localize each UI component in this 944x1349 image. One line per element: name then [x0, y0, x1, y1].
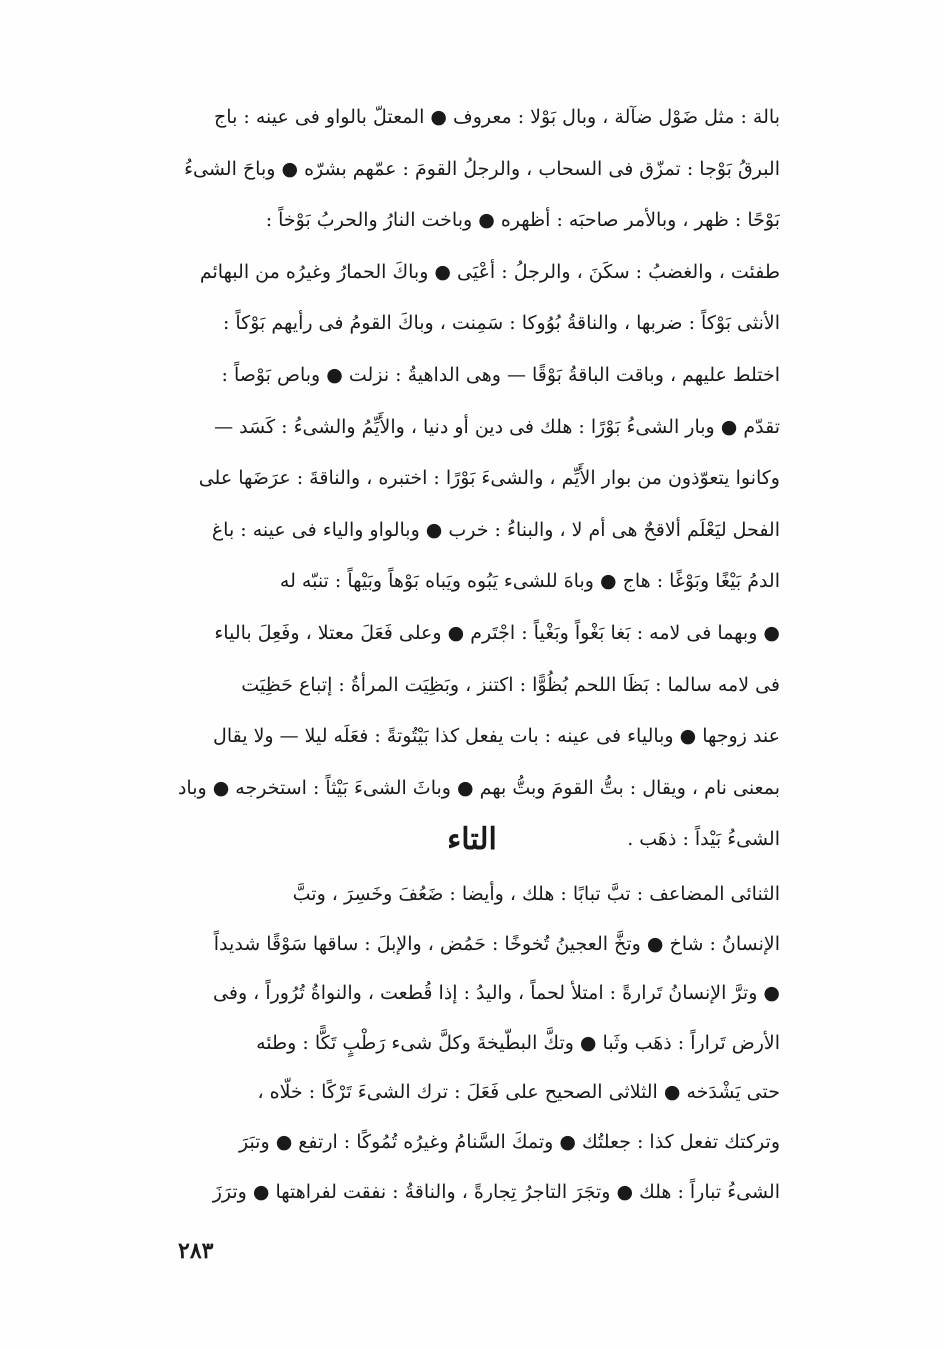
text-line: تقدّم ● وبار الشىءُ بَوْرًا : هلك فى دين أو دنيا ، والأَيِّمُ والشىءُ : كَسَد —: [214, 415, 780, 438]
text-line: وكانوا يتعوّذون من بوار الأَيِّم ، والشىءَ بَوْرًا : اختبره ، والناقةَ : عرَضَها على: [198, 467, 780, 490]
text-line: عند زوجها ● وبالياء فى عينه : بات يفعل كذا بَيْتُوتةً : فعَلَه ليلا — ولا يقال: [213, 725, 780, 748]
text-line: بَوْحًا : ظهر ، وبالأمر صاحبَه : أظهره ● وباخت النارُ والحربُ بَوْخاً :: [265, 209, 780, 232]
text-line: الدمُ بَيْغًا وبَوْغًا : هاج ● وباهَ للشىء يَبُوه ويَباه بَوْهاً وبَيْهاً : تنبّه له: [279, 570, 780, 593]
text-line: ● وبهما فى لامه : بَغا بَغْواً وبَغْياً : اجْتَرم ● وعلى فَعَلَ معتلا ، وفَعِلَ بالياء: [214, 621, 780, 644]
page-number: ٢٨٣: [178, 1238, 214, 1264]
text-line: حتى يَشْدَخه ● الثلاثى الصحيح على فَعَلَ : ترك الشىءَ تَرْكًا : خلّاه ،: [257, 1081, 780, 1104]
text-line: بالة : مثل ضَوْل ضآلة ، وبال بَوْلا : معروف ● المعتلّ بالواو فى عينه : باج: [214, 106, 780, 128]
text-line: البرقُ بَوْجا : تمزّق فى السحاب ، والرجلُ القومَ : عمّهم بشرّه ● وباحَ الشىءُ: [184, 157, 780, 180]
text-line: الأنثى بَوْكاً : ضربها ، والناقةُ بُوُوكا : سَمِنت ، وباكَ القومُ فى رأيهم بَوْكاً :: [222, 312, 780, 335]
upper-text-block: [140, 92, 780, 866]
text-line: فى لامه سالما : بَظَا اللحم بُظُوًّا : اكتنز ، وبَظِيَت المرأةُ : إتباع حَظِيَت: [241, 673, 780, 696]
text-line: ● وترَّ الإنسانُ تَرارةً : امتلأ لحماً ، واليدُ : إذا قُطعت ، والنواةُ تُرُوراً ، وفى: [213, 982, 780, 1005]
lower-text-block: [140, 870, 780, 1217]
text-line: الأرض تَراراً : ذهَب وثَبا ● وتكَّ البطّيخةَ وكلَّ شىء رَطْبٍ تَكًّا : وطئه: [256, 1031, 780, 1054]
text-line: الشىءُ تباراً : هلك ● وتجَرَ التاجرُ تِجارةً ، والناقةُ : نفقت لفراهتها ● وترَزَ: [212, 1180, 780, 1203]
text-line: الشىءُ بَيْداً : ذهَب .: [627, 828, 780, 851]
text-line: اختلط عليهم ، وباقت الباقةُ بَوْقًا — وهى الداهيةُ : نزلت ● وباص بَوْصاً :: [221, 363, 780, 386]
text-line: طفئت ، والغضبُ : سكَنَ ، والرجلُ : أعْيَى ● وباكَ الحمارُ وغيرُه من البهائم: [199, 260, 780, 283]
text-line: بمعنى نام ، ويقال : بتُّ القومَ وبتُّ بهم ● وباثَ الشىءَ بَيْثاً : استخرجه ● وباد: [177, 776, 780, 799]
text-line: الإنسانُ : شاخ ● وتخَّ العجينُ تُخوخًا : حَمُض ، والإبلَ : ساقها سَوْقًا شديداً: [213, 932, 780, 955]
text-line: وتركتك تفعل كذا : جعلتُك ● وتمكَ السَّنامُ وغيرُه تُمُوكًا : ارتفع ● وتبَرَ: [238, 1130, 780, 1153]
text-line: الثنائى المضاعف : تبَّ تبابًا : هلك ، وأيضا : ضَعُفَ وخَسِرَ ، وتبَّ: [292, 883, 780, 905]
text-line: الفحل ليَعْلَم ألاقحٌ هى أم لا ، والبناءُ : خرب ● وبالواو والياء فى عينه : باغ: [211, 518, 780, 541]
section-heading: التاء: [447, 822, 497, 857]
